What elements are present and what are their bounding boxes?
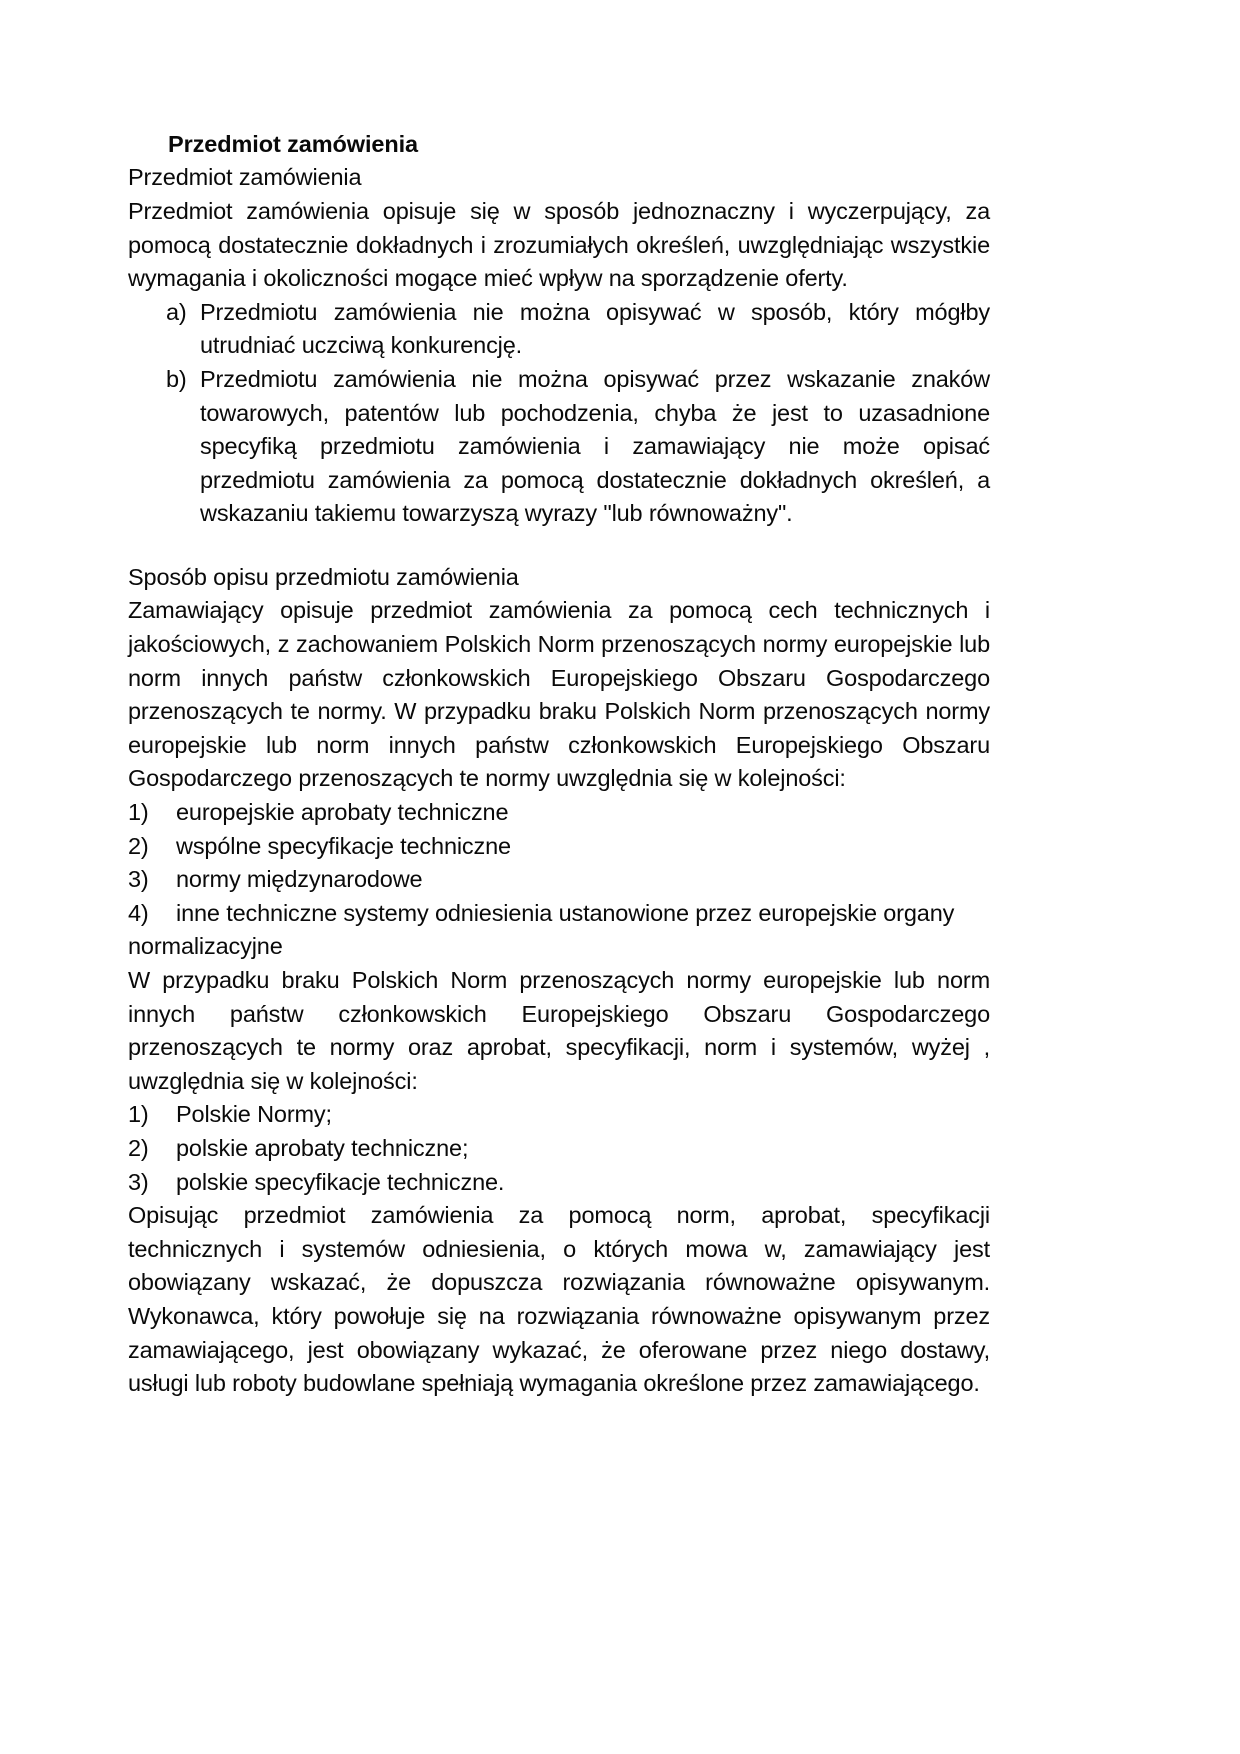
list-item <box>128 897 990 931</box>
list-item <box>128 796 990 830</box>
paragraph-absence-of-norms: W przypadku braku Polskich Norm przenoszących normy europejskie lub norm innych państw członkowskich Europejskiego Obszaru Gospodarczego przenoszących te normy oraz aprobat, specyfikacji, norm i systemów, wyżej , uwzględnia się w kolejności: <box>128 967 990 1094</box>
list-item-text: Przedmiotu zamówienia nie można opisywać przez wskazanie znaków towarowych, patentów lub pochodzenia, chyba że jest to uzasadnione specyfiką przedmiotu zamówienia i zamawiający nie może opisać przedmiotu zamówienia za pomocą dostatecznie dokładnych określeń, a wskazaniu takiemu towarzyszą wyrazy "lub równoważny". <box>200 365 990 527</box>
paragraph-spacer <box>128 531 990 561</box>
numbered-list-first <box>128 796 990 930</box>
paragraph-equivalent-solutions: Opisując przedmiot zamówienia za pomocą norm, aprobat, specyfikacji technicznych i systemów odniesienia, o których mowa w, zamawiający jest obowiązany wskazać, że dopuszcza rozwiązania równoważne opisywanym. Wykonawca, który powołuje się na rozwiązania równoważne opisywanym przez zamawiającego, jest obowiązany wykazać, że oferowane przez niego dostawy, usługi lub roboty budowlane spełniają wymagania określone przez zamawiającego. <box>128 1202 990 1397</box>
list-marker: 1) <box>128 799 149 826</box>
list-item <box>128 363 990 531</box>
document-content <box>128 128 990 1401</box>
list-item-text: europejskie aprobaty techniczne <box>176 799 509 826</box>
numbered-list-second <box>128 1098 990 1199</box>
lettered-list <box>128 296 990 531</box>
list-continuation-text: normalizacyjne <box>128 933 283 960</box>
list-marker: 2) <box>128 1134 149 1161</box>
list-marker: b) <box>166 365 187 392</box>
list-item <box>128 863 990 897</box>
list-item-text: wspólne specyfikacje techniczne <box>176 832 511 859</box>
intro-paragraph: Przedmiot zamówienia opisuje się w sposób jednoznaczny i wyczerpujący, za pomocą dostatecznie dokładnych i zrozumiałych określeń, uwzględniając wszystkie wymagania i okoliczności mogące mieć wpływ na sporządzenie oferty. <box>128 197 990 292</box>
list-item-text: polskie aprobaty techniczne; <box>176 1134 469 1161</box>
list-item <box>128 1132 990 1166</box>
section-heading-sposob-opisu: Sposób opisu przedmiotu zamówienia <box>128 563 519 590</box>
list-item <box>128 1098 990 1132</box>
list-marker: 3) <box>128 1168 149 1195</box>
list-item-text: inne techniczne systemy odniesienia ustanowione przez europejskie organy <box>176 899 955 926</box>
list-item-text: normy międzynarodowe <box>176 866 423 893</box>
page-title: Przedmiot zamówienia <box>168 131 419 157</box>
list-marker: 1) <box>128 1101 149 1128</box>
list-marker: 4) <box>128 899 149 926</box>
list-marker: 2) <box>128 832 149 859</box>
list-marker: a) <box>166 298 187 325</box>
list-item <box>128 1166 990 1200</box>
list-item-text: polskie specyfikacje techniczne. <box>176 1168 505 1195</box>
list-item <box>128 830 990 864</box>
section-subheading: Przedmiot zamówienia <box>128 164 362 191</box>
list-item-text: Przedmiotu zamówienia nie można opisywać w sposób, który mógłby utrudniać uczciwą konkurencję. <box>200 298 990 359</box>
list-marker: 3) <box>128 866 149 893</box>
paragraph-norms-description: Zamawiający opisuje przedmiot zamówienia za pomocą cech technicznych i jakościowych, z zachowaniem Polskich Norm przenoszących normy europejskie lub norm innych państw członkowskich Europejskiego Obszaru Gospodarczego przenoszących te normy. W przypadku braku Polskich Norm przenoszących normy europejskie lub norm innych państw członkowskich Europejskiego Obszaru Gospodarczego przenoszących te normy uwzględnia się w kolejności: <box>128 597 990 792</box>
list-item <box>128 296 990 363</box>
list-item-text: Polskie Normy; <box>176 1101 332 1128</box>
